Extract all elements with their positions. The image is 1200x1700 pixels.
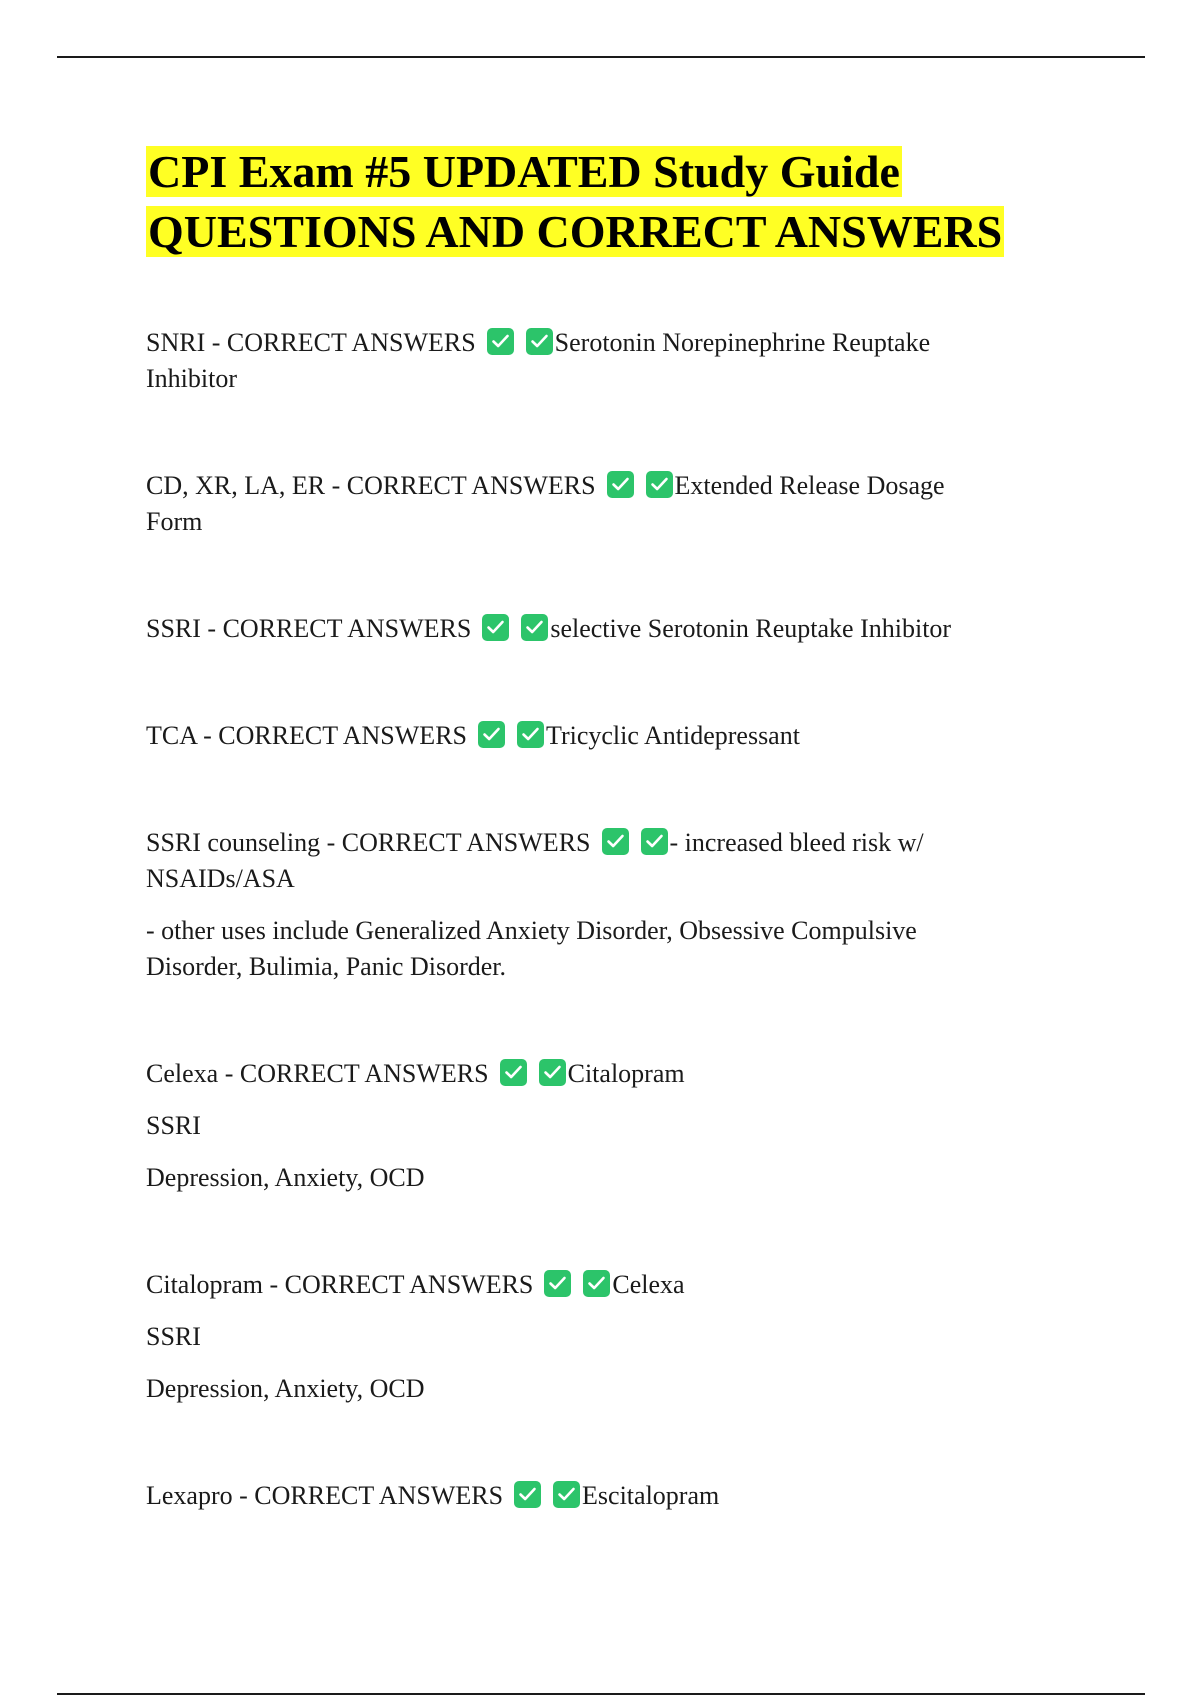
qa-correct-label: CORRECT ANSWERS [284, 1270, 534, 1299]
qa-answer: Extended Release Dosage [674, 471, 945, 500]
qa-term: Celexa [146, 1059, 219, 1088]
check-mark-icon [500, 1059, 527, 1086]
qa-item [146, 1267, 1066, 1407]
qa-question-line: Celexa - CORRECT ANSWERS Citalopram [146, 1059, 685, 1088]
qa-answer: Escitalopram [582, 1481, 720, 1510]
check-mark-icon [602, 828, 629, 855]
qa-answer: - increased bleed risk w/ [669, 828, 924, 857]
check-mark-icon [487, 328, 514, 355]
qa-question-line: SSRI counseling - CORRECT ANSWERS - increased bleed risk w/ NSAIDs/ASA [146, 828, 924, 893]
qa-extra-line [146, 913, 1066, 985]
document-page [146, 142, 1066, 1585]
qa-extra-line: SSRI [146, 1322, 201, 1351]
qa-correct-label: CORRECT ANSWERS [226, 328, 476, 357]
check-mark-icon [521, 614, 548, 641]
qa-question-line: TCA - CORRECT ANSWERS Tricyclic Antidepressant [146, 721, 800, 750]
document-title [146, 142, 1066, 262]
qa-correct-label: CORRECT ANSWERS [239, 1059, 489, 1088]
qa-answer: Citalopram [567, 1059, 685, 1088]
check-mark-icon [482, 614, 509, 641]
qa-extra-text: Disorder, Bulimia, Panic Disorder. [146, 952, 507, 981]
qa-answer: Serotonin Norepinephrine Reuptake [554, 328, 931, 357]
qa-answer: Celexa [612, 1270, 685, 1299]
check-mark-icon [517, 721, 544, 748]
qa-item [146, 1478, 1066, 1514]
check-mark-icon [646, 471, 673, 498]
qa-item [146, 611, 1066, 647]
qa-term: SSRI [146, 614, 201, 643]
check-mark-icon [526, 328, 553, 355]
qa-correct-label: CORRECT ANSWERS [222, 614, 472, 643]
check-mark-icon [583, 1270, 610, 1297]
qa-correct-label: CORRECT ANSWERS [254, 1481, 504, 1510]
qa-item [146, 1056, 1066, 1196]
qa-extra-line: Depression, Anxiety, OCD [146, 1163, 425, 1192]
qa-answer-cont: Inhibitor [146, 364, 237, 393]
check-mark-icon [514, 1481, 541, 1508]
footer-rule [57, 1693, 1145, 1695]
qa-list [146, 325, 1066, 1514]
qa-correct-label: CORRECT ANSWERS [346, 471, 596, 500]
qa-term: TCA [146, 721, 197, 750]
qa-item [146, 825, 1066, 985]
qa-question-line: Lexapro - CORRECT ANSWERS Escitalopram [146, 1481, 720, 1510]
qa-item [146, 718, 1066, 754]
qa-question-line: SSRI - CORRECT ANSWERS selective Serotonin Reuptake Inhibitor [146, 614, 952, 643]
qa-question-line: CD, XR, LA, ER - CORRECT ANSWERS Extended Release Dosage Form [146, 471, 945, 536]
qa-term: SNRI [146, 328, 206, 357]
check-mark-icon [544, 1270, 571, 1297]
check-mark-icon [478, 721, 505, 748]
qa-correct-label: CORRECT ANSWERS [341, 828, 591, 857]
qa-item [146, 325, 1066, 397]
qa-term: SSRI counseling [146, 828, 321, 857]
qa-term: CD, XR, LA, ER [146, 471, 326, 500]
qa-answer: Tricyclic Antidepressant [546, 721, 800, 750]
qa-question-line: SNRI - CORRECT ANSWERS Serotonin Norepinephrine Reuptake Inhibitor [146, 328, 931, 393]
qa-term: Citalopram [146, 1270, 263, 1299]
check-mark-icon [539, 1059, 566, 1086]
check-mark-icon [553, 1481, 580, 1508]
qa-correct-label: CORRECT ANSWERS [218, 721, 467, 750]
qa-answer: selective Serotonin Reuptake Inhibitor [550, 614, 952, 643]
check-mark-icon [607, 471, 634, 498]
check-mark-icon [641, 828, 668, 855]
title-line-2: QUESTIONS AND CORRECT ANSWERS [148, 206, 1003, 257]
qa-term: Lexapro [146, 1481, 233, 1510]
header-rule [57, 56, 1145, 58]
qa-answer-cont: Form [146, 507, 203, 536]
qa-extra-line: Depression, Anxiety, OCD [146, 1374, 425, 1403]
qa-extra-text: - other uses include Generalized Anxiety Disorder, Obsessive Compulsive [146, 916, 917, 945]
title-line-1: CPI Exam #5 UPDATED Study Guide [148, 146, 900, 197]
qa-extra-line: SSRI [146, 1111, 201, 1140]
qa-item [146, 468, 1066, 540]
qa-answer-cont: NSAIDs/ASA [146, 864, 295, 893]
qa-question-line: Citalopram - CORRECT ANSWERS Celexa [146, 1270, 685, 1299]
